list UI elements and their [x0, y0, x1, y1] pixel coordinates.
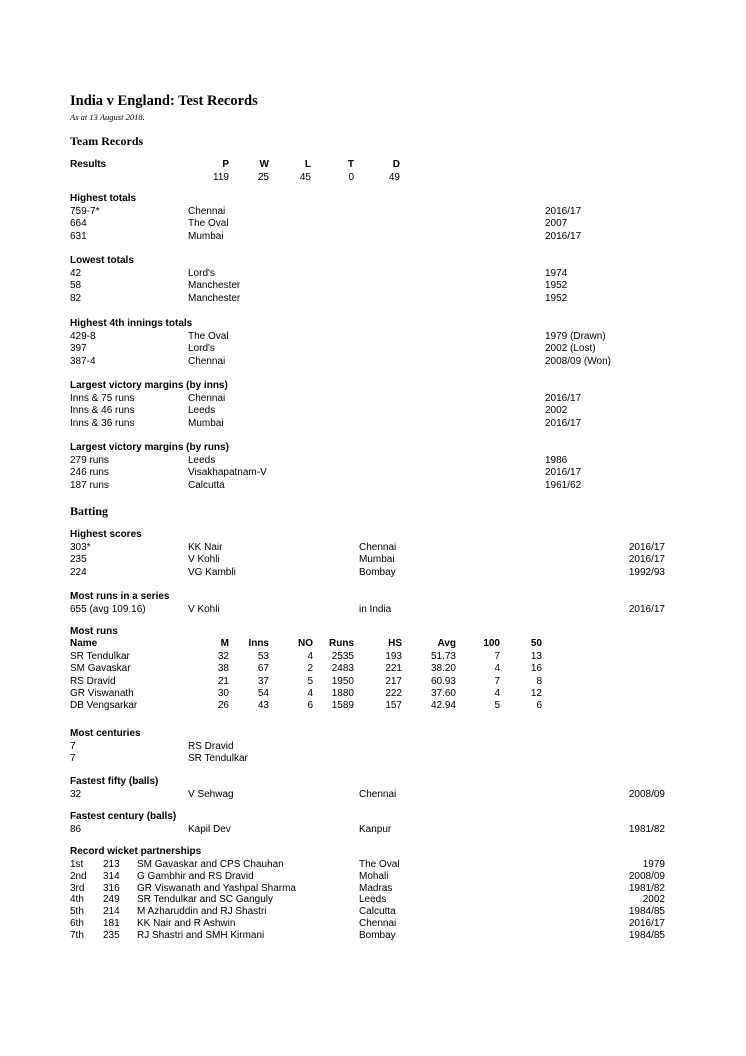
- header-cell: T: [347, 159, 354, 170]
- season: 2016/17: [628, 604, 665, 615]
- high-score: 221: [385, 663, 402, 675]
- not-outs: 5: [307, 675, 313, 687]
- record-season: 2016/17: [545, 206, 582, 217]
- partnerships-heading: Record wicket partnerships: [70, 846, 202, 857]
- fifties: 16: [530, 663, 542, 675]
- record-season: 2016/17: [545, 467, 582, 479]
- record-value: 187 runs: [70, 479, 109, 491]
- table-row: [0, 700, 746, 712]
- value-cell: 119: [213, 172, 229, 183]
- fifties: 8: [536, 675, 542, 687]
- fifties: 6: [536, 700, 542, 712]
- record-season: 1979 (Drawn): [545, 331, 606, 342]
- results-header-row: [0, 159, 746, 171]
- record-venue: Manchester: [188, 280, 241, 292]
- runs: 2483: [331, 663, 354, 675]
- record-value: 664: [70, 218, 87, 230]
- wicket: 2nd: [70, 870, 87, 882]
- player-name: RS Dravid: [188, 741, 234, 752]
- season: 2002: [642, 894, 665, 906]
- venue: Leeds: [359, 894, 387, 906]
- average: 42.94: [430, 700, 456, 712]
- table-row: [0, 894, 746, 906]
- hundreds: 7: [494, 675, 500, 687]
- partnership-runs: 314: [103, 870, 120, 882]
- record-venue: Chennai: [188, 393, 226, 404]
- not-outs: 4: [307, 687, 313, 699]
- hundreds: 4: [494, 687, 500, 699]
- value-cell: 45: [299, 172, 311, 183]
- table-row: [0, 741, 746, 753]
- venue: Kanpur: [359, 824, 392, 835]
- wicket: 1st: [70, 859, 84, 870]
- record-value: 224: [70, 566, 87, 578]
- season: 1981/82: [628, 882, 665, 894]
- batting-heading: Batting: [70, 504, 109, 518]
- season: 2016/17: [628, 554, 665, 566]
- player-name: VG Kambli: [188, 566, 236, 578]
- most-runs-series-heading: Most runs in a series: [70, 591, 170, 602]
- partners: GR Viswanath and Yashpal Sharma: [137, 882, 296, 894]
- century-count: 7: [70, 741, 76, 752]
- table-row: [0, 883, 746, 895]
- record-value: 32: [70, 789, 82, 800]
- record-value: 429-8: [70, 331, 96, 342]
- record-season: 1974: [545, 268, 568, 279]
- header-cell: Runs: [329, 638, 354, 649]
- venue: Mumbai: [359, 554, 395, 566]
- header-cell: P: [222, 159, 229, 170]
- record-value: Inns & 46 runs: [70, 405, 135, 417]
- average: 37.60: [430, 687, 456, 699]
- table-row: [0, 480, 746, 492]
- record-value: 759-7*: [70, 206, 100, 217]
- innings: 37: [257, 675, 269, 687]
- innings: 67: [257, 663, 269, 675]
- record-season: 2002 (Lost): [545, 343, 596, 355]
- venue: Bombay: [359, 929, 396, 941]
- table-row: [0, 280, 746, 292]
- record-venue: The Oval: [188, 331, 229, 342]
- century-count: 7: [70, 753, 76, 765]
- hundreds: 4: [494, 663, 500, 675]
- player-name: SR Tendulkar: [188, 753, 248, 765]
- table-row: [0, 418, 746, 430]
- partners: G Gambhir and RS Dravid: [137, 870, 254, 882]
- average: 51.73: [430, 651, 456, 662]
- venue: Chennai: [359, 789, 397, 800]
- wicket: 3rd: [70, 882, 85, 894]
- table-row: [0, 604, 746, 616]
- partners: KK Nair and R Ashwin: [137, 918, 236, 929]
- record-value: 82: [70, 292, 82, 304]
- table-row: [0, 206, 746, 218]
- partnership-runs: 249: [103, 894, 120, 906]
- not-outs: 4: [307, 651, 313, 662]
- header-cell: D: [392, 159, 400, 170]
- record-venue: Calcutta: [188, 479, 225, 491]
- runs: 1589: [331, 700, 354, 712]
- player-name: SM Gavaskar: [70, 663, 131, 675]
- matches: 21: [217, 675, 229, 687]
- record-value: 631: [70, 230, 87, 242]
- venue: Chennai: [359, 918, 397, 929]
- value-cell: 25: [257, 172, 269, 183]
- table-row: [0, 688, 746, 700]
- record-value: Inns & 75 runs: [70, 393, 135, 404]
- venue: Calcutta: [359, 906, 396, 918]
- player-name: DB Vengsarkar: [70, 700, 138, 712]
- venue: Bombay: [359, 566, 396, 578]
- header-cell: M: [220, 638, 229, 649]
- value-cell: 49: [388, 172, 400, 183]
- record-venue: Mumbai: [188, 230, 224, 242]
- not-outs: 6: [307, 700, 313, 712]
- record-season: 1986: [545, 455, 568, 466]
- season: 2008/09: [628, 789, 665, 800]
- value-cell: 0: [348, 172, 354, 183]
- record-season: 1961/62: [545, 479, 582, 491]
- table-row: [0, 356, 746, 368]
- average: 38.20: [430, 663, 456, 675]
- table-row: [0, 918, 746, 930]
- table-row: [0, 789, 746, 801]
- matches: 26: [217, 700, 229, 712]
- fifties: 12: [530, 687, 542, 699]
- record-venue: Lord's: [188, 343, 215, 355]
- record-season: 1952: [545, 292, 568, 304]
- runs: 1880: [331, 687, 354, 699]
- record-season: 2008/09 (Won): [545, 355, 611, 367]
- partnership-runs: 235: [103, 929, 120, 941]
- partnership-runs: 214: [103, 906, 120, 918]
- partnership-runs: 316: [103, 882, 120, 894]
- player-name: GR Viswanath: [70, 687, 134, 699]
- table-row: [0, 268, 746, 280]
- header-cell: 50: [530, 638, 542, 649]
- table-row: [0, 824, 746, 836]
- team-records-heading: Team Records: [70, 134, 144, 148]
- record-value: 279 runs: [70, 455, 109, 466]
- season: 1981/82: [628, 824, 665, 835]
- section-heading: Highest totals: [70, 193, 137, 204]
- venue: The Oval: [359, 859, 400, 870]
- venue: Madras: [359, 882, 393, 894]
- table-row: [0, 859, 746, 871]
- hundreds: 5: [494, 700, 500, 712]
- page-title: India v England: Test Records: [70, 93, 258, 109]
- header-cell: Avg: [437, 638, 456, 649]
- most-runs-heading: Most runs: [70, 626, 118, 637]
- venue: Chennai: [359, 542, 397, 553]
- record-season: 2007: [545, 218, 568, 230]
- table-row: [0, 343, 746, 355]
- matches: 30: [217, 687, 229, 699]
- hundreds: 7: [494, 651, 500, 662]
- player-name: V Sehwag: [188, 789, 234, 800]
- wicket: 5th: [70, 906, 84, 918]
- record-venue: The Oval: [188, 218, 229, 230]
- partnership-runs: 213: [103, 859, 120, 870]
- record-season: 2016/17: [545, 230, 582, 242]
- record-venue: Chennai: [188, 206, 226, 217]
- partners: M Azharuddin and RJ Shastri: [137, 906, 267, 918]
- record-season: 2016/17: [545, 417, 582, 429]
- player-name: RS Dravid: [70, 675, 116, 687]
- record-value: 86: [70, 824, 82, 835]
- high-score: 217: [385, 675, 402, 687]
- table-row: [0, 393, 746, 405]
- results-label: Results: [70, 159, 107, 170]
- table-row: [0, 753, 746, 765]
- matches: 38: [217, 663, 229, 675]
- record-venue: Manchester: [188, 292, 241, 304]
- record-season: 1952: [545, 280, 568, 292]
- record-value: 58: [70, 280, 82, 292]
- player-name: KK Nair: [188, 542, 223, 553]
- section-heading: Highest 4th innings totals: [70, 318, 193, 329]
- table-row: [0, 331, 746, 343]
- season: 1984/85: [628, 906, 665, 918]
- average: 60.93: [430, 675, 456, 687]
- not-outs: 2: [307, 663, 313, 675]
- innings: 43: [257, 700, 269, 712]
- fastest-fifty-heading: Fastest fifty (balls): [70, 776, 159, 787]
- high-score: 157: [385, 700, 402, 712]
- header-cell: L: [304, 159, 311, 170]
- table-row: [0, 906, 746, 918]
- page-subtitle: As at 13 August 2018.: [70, 112, 145, 122]
- table-row: [0, 231, 746, 243]
- season: 2016/17: [628, 542, 665, 553]
- table-row: [0, 554, 746, 566]
- partnership-runs: 181: [103, 918, 120, 929]
- table-row: [0, 405, 746, 417]
- innings: 54: [257, 687, 269, 699]
- record-venue: Leeds: [188, 405, 216, 417]
- high-score: 193: [385, 651, 402, 662]
- most-centuries-heading: Most centuries: [70, 728, 141, 739]
- wicket: 6th: [70, 918, 84, 929]
- header-cell: HS: [388, 638, 402, 649]
- record-value: 246 runs: [70, 467, 109, 479]
- season: 1979: [642, 859, 665, 870]
- player-name: V Kohli: [188, 554, 220, 566]
- record-value: 655 (avg 109.16): [70, 604, 146, 615]
- player-name: Kapil Dev: [188, 824, 231, 835]
- season: 2016/17: [628, 918, 665, 929]
- record-value: Inns & 36 runs: [70, 417, 135, 429]
- table-row: [0, 567, 746, 579]
- record-value: 303*: [70, 542, 91, 553]
- record-value: 235: [70, 554, 87, 566]
- header-cell: NO: [298, 638, 313, 649]
- record-venue: Visakhapatnam-V: [188, 467, 267, 479]
- most-runs-header-row: [0, 638, 746, 650]
- season: 1992/93: [628, 566, 665, 578]
- record-venue: Mumbai: [188, 417, 224, 429]
- season: 1984/85: [628, 929, 665, 941]
- table-row: [0, 455, 746, 467]
- matches: 32: [217, 651, 229, 662]
- section-heading: Lowest totals: [70, 255, 134, 266]
- venue: Mohali: [359, 870, 389, 882]
- wicket: 4th: [70, 894, 84, 906]
- header-cell: 100: [483, 638, 500, 649]
- table-row: [0, 542, 746, 554]
- runs: 2535: [331, 651, 354, 662]
- player-name: V Kohli: [188, 604, 220, 615]
- record-value: 42: [70, 268, 82, 279]
- table-row: [0, 676, 746, 688]
- fastest-century-heading: Fastest century (balls): [70, 811, 177, 822]
- season: 2008/09: [628, 870, 665, 882]
- results-value-row: [0, 172, 746, 184]
- highest-scores-heading: Highest scores: [70, 529, 142, 540]
- partners: SM Gavaskar and CPS Chauhan: [137, 859, 284, 870]
- fifties: 13: [530, 651, 542, 662]
- table-row: [0, 293, 746, 305]
- record-venue: Lord's: [188, 268, 215, 279]
- header-cell: Inns: [248, 638, 269, 649]
- record-season: 2016/17: [545, 393, 582, 404]
- table-row: [0, 871, 746, 883]
- record-venue: Leeds: [188, 455, 216, 466]
- partners: SR Tendulkar and SC Ganguly: [137, 894, 274, 906]
- wicket: 7th: [70, 929, 84, 941]
- partners: RJ Shastri and SMH Kirmani: [137, 929, 265, 941]
- runs: 1950: [331, 675, 354, 687]
- table-row: [0, 467, 746, 479]
- high-score: 222: [385, 687, 402, 699]
- record-venue: Chennai: [188, 355, 226, 367]
- table-row: [0, 651, 746, 663]
- section-heading: Largest victory margins (by inns): [70, 380, 228, 391]
- header-cell: Name: [70, 638, 98, 649]
- player-name: SR Tendulkar: [70, 651, 130, 662]
- innings: 53: [257, 651, 269, 662]
- record-value: 387-4: [70, 355, 96, 367]
- record-season: 2002: [545, 405, 568, 417]
- record-value: 397: [70, 343, 87, 355]
- table-row: [0, 663, 746, 675]
- table-row: [0, 218, 746, 230]
- section-heading: Largest victory margins (by runs): [70, 442, 229, 453]
- venue: in India: [359, 604, 392, 615]
- header-cell: W: [259, 159, 269, 170]
- table-row: [0, 930, 746, 942]
